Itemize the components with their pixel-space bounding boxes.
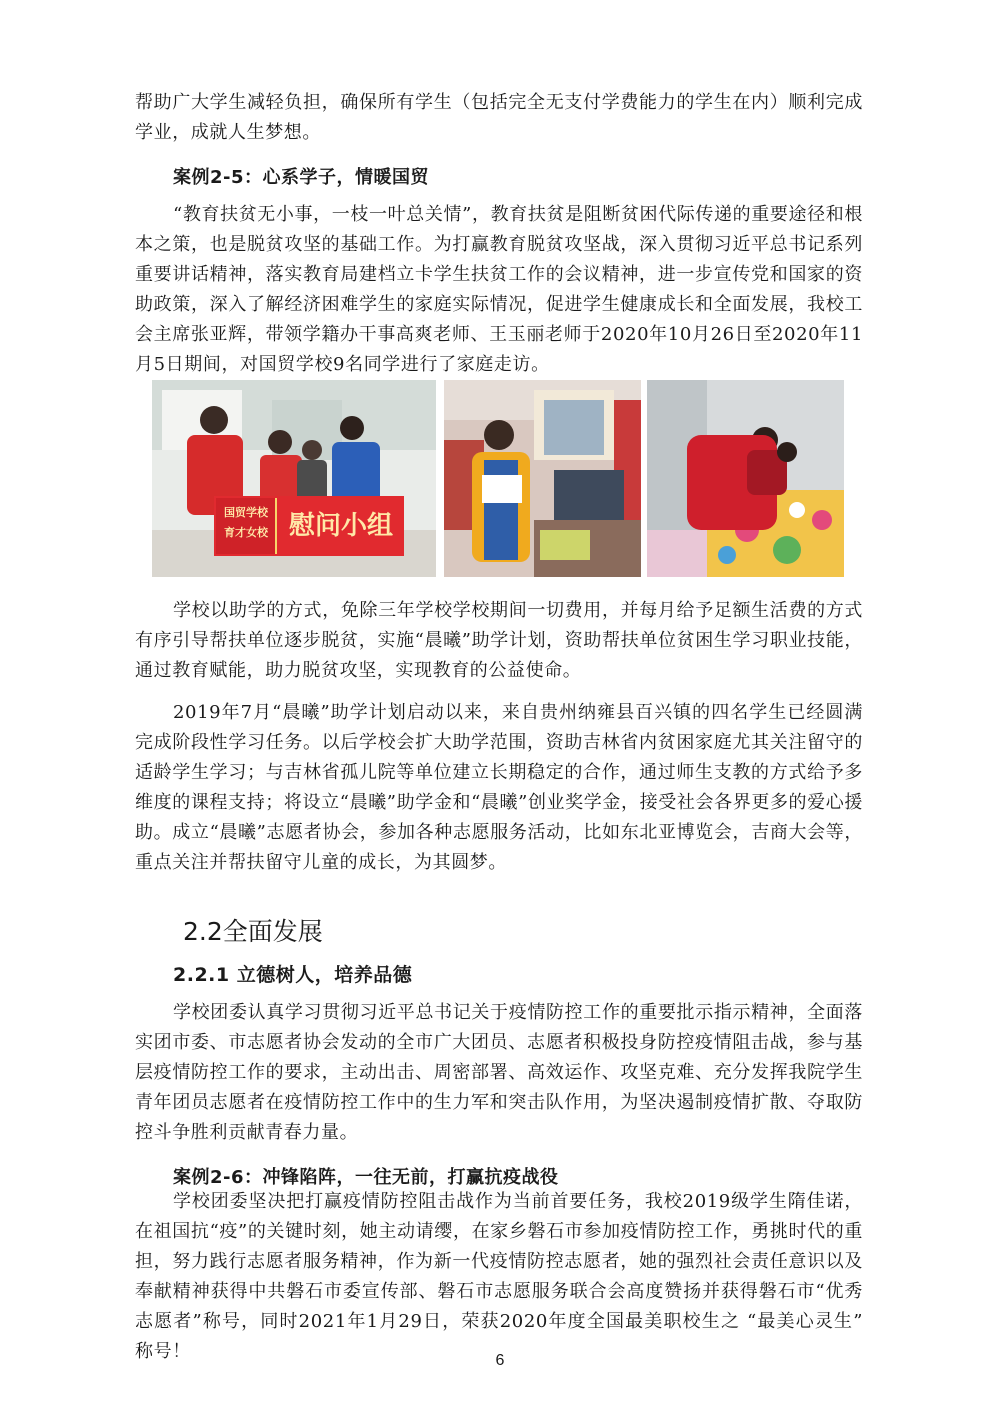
photo-helping-student-image (647, 380, 844, 577)
intro-paragraph: 帮助广大学生减轻负担，确保所有学生（包括完全无支付学费能力的学生在内）顺利完成学业，成就人生梦想。 (135, 92, 863, 143)
photo-visit-group-image (152, 380, 436, 577)
photo-visit-group (152, 380, 436, 577)
section-title: 2.2全面发展 (183, 917, 323, 946)
banner-school-name-1: 国贸学校 (224, 506, 268, 519)
case-2-6-title: 案例2-6：冲锋陷阵，一往无前，打赢抗疫战役 (173, 1167, 559, 1188)
photo-home-interior-image (444, 380, 641, 577)
banner-school-name-2: 育才女校 (224, 526, 268, 539)
photo-helping-student (647, 380, 844, 577)
case-2-5-paragraph: “教育扶贫无小事，一枝一叶总关情”，教育扶贫是阻断贫困代际传递的重要途径和根本之策，也是脱贫攻坚的基础工作。为打赢教育脱贫攻坚战，深入贯彻习近平总书记系列重要讲话精神，落实教育局建档立卡学生扶贫工作的会议精神，进一步宣传党和国家的资助政策，深入了解经济困难学生的家庭实际情况，促进学生健康成长和全面发展，我校工会主席张亚辉，带领学籍办干事高爽老师、王玉丽老师于2020年10月26日至2020年11月5日期间，对国贸学校9名同学进行了家庭走访。 (135, 204, 863, 375)
case-2-5-title: 案例2-5：心系学子，情暖国贸 (173, 167, 430, 188)
photo-home-interior (444, 380, 641, 577)
moral-education-paragraph: 学校团委认真学习贯彻习近平总书记关于疫情防控工作的重要批示指示精神，全面落实团市委、市志愿者协会发动的全市广大团员、志愿者积极投身防控疫情阻击战，参与基层疫情防控工作的要求，主动出击、周密部署、高效运作、攻坚克难、充分发挥我院学生青年团员志愿者在疫情防控工作中的生力军和突击队作用，为坚决遏制疫情扩散、夺取防控斗争胜利贡献青春力量。 (135, 1002, 863, 1143)
subsection-title: 2.2.1 立德树人，培养品德 (173, 964, 413, 986)
page-number: 6 (495, 1352, 505, 1369)
aid-plan-paragraph: 2019年7月“晨曦”助学计划启动以来，来自贵州纳雍县百兴镇的四名学生已经圆满完成阶段性学习任务。以后学校会扩大助学范围，资助吉林省内贫困家庭尤其关注留守的适龄学生学习；与吉林省孤儿院等单位建立长期稳定的合作，通过师生支教的方式给予多维度的课程支持；将设立“晨曦”助学金和“晨曦”创业奖学金，接受社会各界更多的爱心援助。成立“晨曦”志愿者协会，参加各种志愿服务活动，比如东北亚博览会，吉商大会等，重点关注并帮扶留守儿童的成长，为其圆梦。 (135, 702, 863, 873)
banner-main-text: 慰问小组 (288, 511, 393, 541)
home-visit-photos (152, 380, 844, 577)
case-2-6-paragraph: 学校团委坚决把打赢疫情防控阻击战作为当前首要任务，我校2019级学生隋佳诺，在祖国抗“疫”的关键时刻，她主动请缨，在家乡磐石市参加疫情防控工作，勇挑时代的重担，努力践行志愿者服务精神，作为新一代疫情防控志愿者，她的强烈社会责任意识以及奉献精神获得中共磐石市委宣传部、磐石市志愿服务联合会高度赞扬并获得磐石市“优秀志愿者”称号，同时2021年1月29日，荣获2020年度全国最美职校生之 “最美心灵生” 称号！ (135, 1191, 863, 1362)
school-aid-paragraph: 学校以助学的方式，免除三年学校学校期间一切费用，并每月给予足额生活费的方式有序引导帮扶单位逐步脱贫，实施“晨曦”助学计划，资助帮扶单位贫困生学习职业技能，通过教育赋能，助力脱贫攻坚，实现教育的公益使命。 (135, 600, 863, 681)
